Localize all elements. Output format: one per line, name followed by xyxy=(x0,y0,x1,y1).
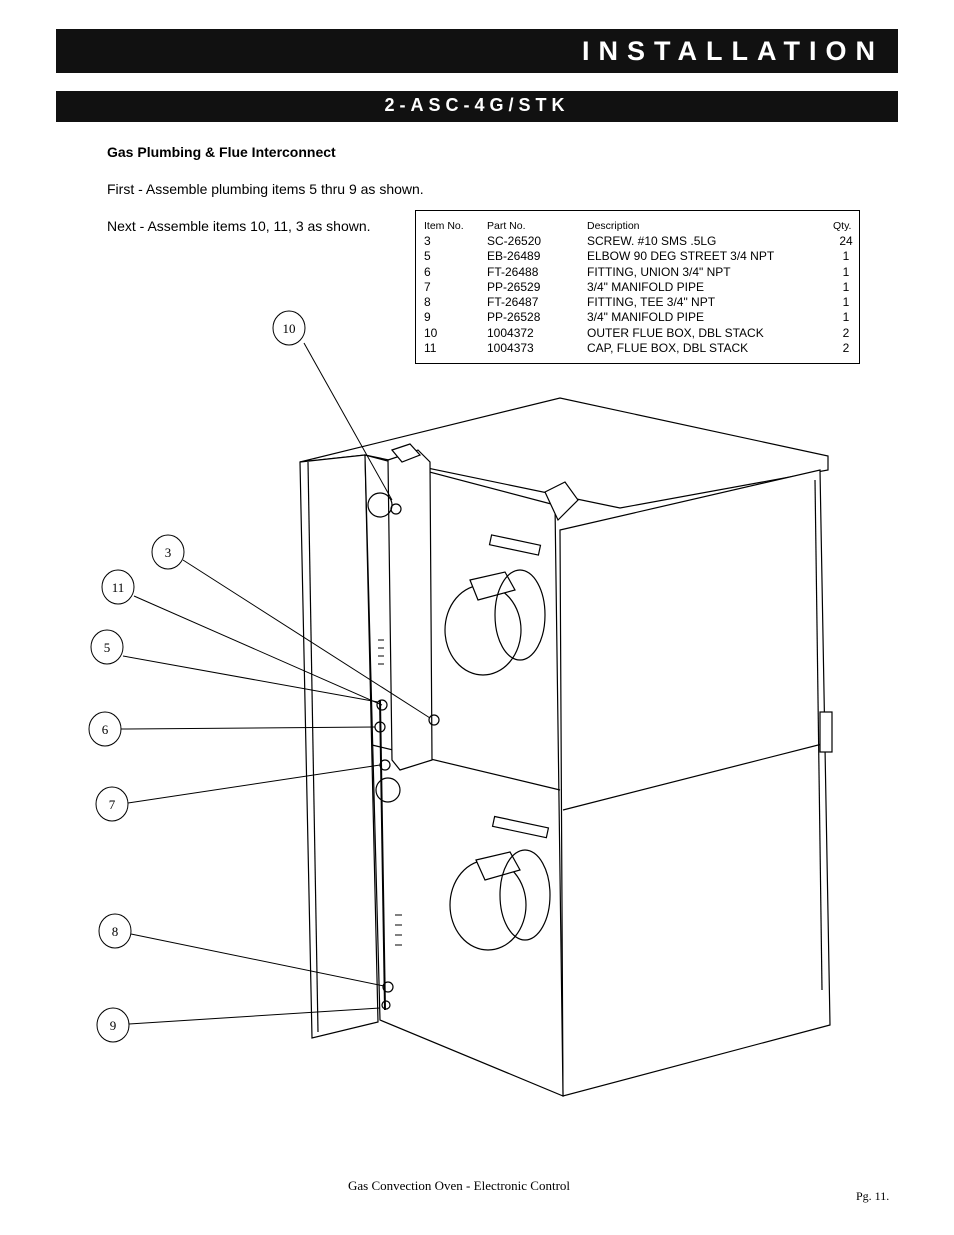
part-no: 1004372 xyxy=(487,325,534,340)
instruction-step-2: Next - Assemble items 10, 11, 3 as shown. xyxy=(107,218,371,234)
qty: 1 xyxy=(842,279,850,294)
callout-7-label: 7 xyxy=(108,797,116,812)
callout-5-label: 5 xyxy=(103,640,111,655)
header-qty: Qty. xyxy=(833,220,852,232)
part-no: 1004373 xyxy=(487,341,534,356)
page-number: Pg. 11. xyxy=(856,1189,890,1203)
qty: 1 xyxy=(842,310,850,325)
item-no: 5 xyxy=(424,249,431,264)
part-no: EB-26489 xyxy=(487,249,541,264)
table-row xyxy=(416,265,859,280)
item-no: 9 xyxy=(424,310,431,325)
description: SCREW. #10 SMS .5LG xyxy=(587,234,717,248)
oven-stack-diagram xyxy=(0,300,954,1120)
header-item-no: Item No. xyxy=(424,220,464,232)
item-no: 10 xyxy=(424,325,438,340)
qty: 1 xyxy=(842,249,850,264)
section-banner xyxy=(56,29,898,73)
callout-8-label: 8 xyxy=(111,924,119,939)
item-no: 7 xyxy=(424,279,431,294)
model-title: 2-ASC-4G/STK xyxy=(384,95,570,115)
part-no: SC-26520 xyxy=(487,234,542,248)
part-no: FT-26488 xyxy=(487,264,539,279)
instruction-step-1: First - Assemble plumbing items 5 thru 9 as shown. xyxy=(107,181,424,197)
part-no: FT-26487 xyxy=(487,295,539,310)
item-no: 3 xyxy=(424,234,431,248)
qty: 2 xyxy=(842,325,850,340)
item-no: 11 xyxy=(424,341,437,356)
part-no: PP-26529 xyxy=(487,279,541,294)
callout-10-label: 10 xyxy=(282,321,296,336)
section-heading: Gas Plumbing & Flue Interconnect xyxy=(107,144,336,160)
description: CAP, FLUE BOX, DBL STACK xyxy=(587,341,749,356)
callout-11-label: 11 xyxy=(111,580,125,595)
description: FITTING, UNION 3/4" NPT xyxy=(587,264,731,279)
qty: 24 xyxy=(839,234,853,248)
model-banner xyxy=(56,91,898,122)
page-title: INSTALLATION xyxy=(582,36,884,66)
item-no: 6 xyxy=(424,264,431,279)
table-row xyxy=(416,280,859,295)
description: 3/4" MANIFOLD PIPE xyxy=(587,279,704,294)
flue-box xyxy=(388,450,432,770)
callout-3-label: 3 xyxy=(164,545,172,560)
table-row xyxy=(416,249,859,264)
footer-caption: Gas Convection Oven - Electronic Control xyxy=(348,1178,571,1193)
oven-right-side xyxy=(560,470,830,1096)
callout-9-label: 9 xyxy=(109,1018,117,1033)
callout-6-label: 6 xyxy=(101,722,109,737)
part-no: PP-26528 xyxy=(487,310,541,325)
qty: 1 xyxy=(842,264,850,279)
description: ELBOW 90 DEG STREET 3/4 NPT xyxy=(587,249,775,264)
qty: 2 xyxy=(842,341,850,356)
item-no: 8 xyxy=(424,295,431,310)
description: FITTING, TEE 3/4" NPT xyxy=(587,295,716,310)
header-part-no: Part No. xyxy=(487,220,526,232)
description: 3/4" MANIFOLD PIPE xyxy=(587,310,704,325)
header-description: Description xyxy=(587,220,640,232)
parts-table-header xyxy=(416,211,859,234)
oven-left-panel xyxy=(300,455,378,1038)
qty: 1 xyxy=(842,295,850,310)
description: OUTER FLUE BOX, DBL STACK xyxy=(587,325,764,340)
table-row xyxy=(416,234,859,249)
